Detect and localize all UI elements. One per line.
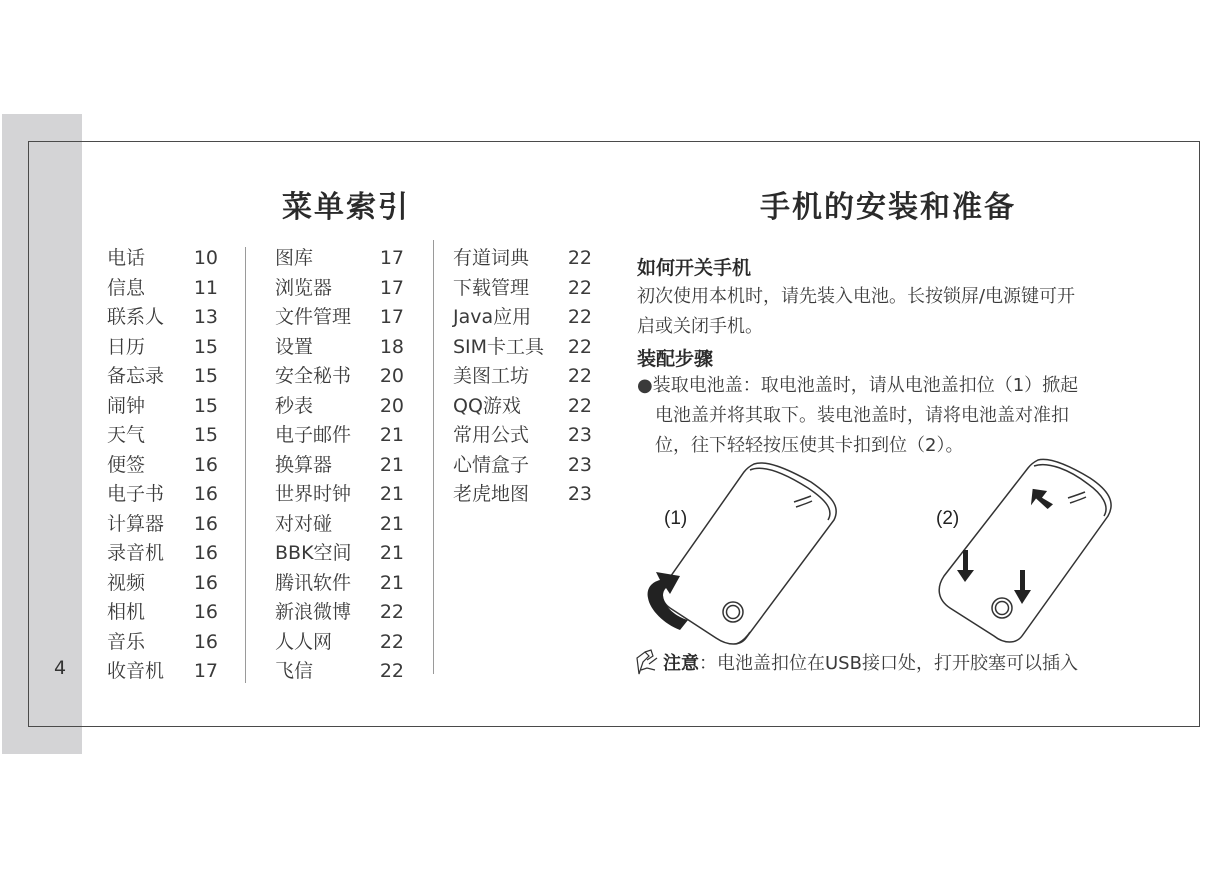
assembly-heading: 装配步骤 [637,348,714,370]
index-entry-name: 文件管理 [275,306,352,328]
power-text-line-2: 启或关闭手机。 [637,316,763,337]
index-entry-page: 22 [379,660,404,682]
index-entry-name: 常用公式 [453,424,530,446]
page-number: 4 [54,657,67,679]
index-entry-name: 计算器 [107,512,165,535]
index-entry-page: 23 [567,453,592,476]
index-entry-page: 16 [193,483,218,505]
index-entry-page: 15 [193,394,218,417]
index-entry-name: 录音机 [107,542,165,564]
index-entry-page: 15 [193,365,218,387]
index-entry-name: 相机 [107,601,146,623]
index-entry-name: 对对碰 [275,512,333,535]
index-entry-page: 16 [193,571,218,594]
index-entry-name: 新浪微博 [275,601,352,623]
index-entry-name: 浏览器 [275,276,333,299]
note-line [635,648,1078,676]
index-entry-name: 视频 [107,571,146,594]
power-heading: 如何开关手机 [637,257,752,279]
index-column-2-names [275,244,352,687]
index-entry-name: 电子书 [107,483,165,505]
index-entry-name: 老虎地图 [453,483,530,505]
column-divider [245,247,246,683]
index-entry-name: 世界时钟 [275,483,352,505]
index-entry-page: 22 [567,365,592,387]
index-entry-page: 23 [567,483,592,505]
power-text-line-1: 初次使用本机时，请先装入电池。长按锁屏/电源键可开 [637,286,1076,307]
index-entry-name: 闹钟 [107,394,146,417]
index-entry-name: 美图工坊 [453,365,530,387]
index-entry-page: 17 [379,247,404,269]
index-entry-name: 有道词典 [453,247,530,269]
index-entry-name: 腾讯软件 [275,571,352,594]
index-entry-page: 22 [379,601,404,623]
index-entry-name: 信息 [107,276,146,299]
figure-1-label: (1) [664,508,688,529]
index-entry-name: 备忘录 [107,365,165,387]
index-entry-name: SIM卡工具 [453,335,545,358]
index-entry-page: 22 [567,276,592,299]
index-entry-page: 21 [379,424,404,446]
index-entry-name: 飞信 [275,660,314,682]
index-column-2-pages [376,244,404,687]
index-entry-page: 21 [379,542,404,564]
setup-title: 手机的安装和准备 [760,190,1016,225]
index-entry-name: 设置 [275,335,314,358]
index-entry-page: 22 [567,306,592,328]
index-entry-page: 18 [379,335,404,358]
bullet-line: 位，往下轻轻按压使其卡扣到位（2）。 [655,435,964,456]
assembly-bullet [637,371,1157,461]
pencil-note-icon [635,648,661,676]
index-entry-page: 17 [379,276,404,299]
index-entry-page: 16 [193,601,218,623]
index-entry-page: 20 [379,394,404,417]
index-column-1-names [107,244,164,687]
index-entry-page: 16 [193,453,218,476]
index-entry-page: 11 [193,276,218,299]
index-column-3-names [453,244,544,510]
index-entry-page: 17 [379,306,404,328]
index-entry-name: 音乐 [107,630,146,653]
index-entry-page: 10 [193,247,218,269]
index-entry-name: 安全秘书 [275,365,352,387]
menu-index-title: 菜单索引 [282,190,410,225]
index-entry-name: 天气 [107,424,146,446]
index-entry-name: 人人网 [275,630,333,653]
index-entry-name: 下载管理 [453,276,530,299]
index-entry-name: 心情盒子 [453,453,530,476]
index-entry-page: 16 [193,630,218,653]
index-entry-name: 联系人 [107,306,165,328]
figure-2-label: (2) [936,508,960,529]
index-entry-page: 22 [379,630,404,653]
bullet-line: ●装取电池盖：取电池盖时，请从电池盖扣位（1）掀起 [637,375,1079,396]
phone-cover-install-illustration [930,458,1120,648]
index-entry-name: 图库 [275,247,314,269]
index-entry-name: 换算器 [275,453,333,476]
index-entry-page: 16 [193,542,218,564]
index-entry-page: 23 [567,424,592,446]
index-column-1-pages [190,244,218,687]
index-entry-page: 20 [379,365,404,387]
index-entry-name: 秒表 [275,394,314,417]
index-entry-page: 22 [567,247,592,269]
index-entry-page: 21 [379,571,404,594]
note-text: ：电池盖扣位在USB接口处，打开胶塞可以插入 [699,653,1078,674]
index-entry-name: QQ游戏 [453,394,521,417]
index-entry-page: 17 [193,660,218,682]
index-entry-name: 收音机 [107,660,165,682]
index-entry-name: BBK空间 [275,542,352,564]
index-entry-name: 电子邮件 [275,424,352,446]
index-entry-name: 便签 [107,453,146,476]
phone-cover-removal-illustration [636,458,846,648]
index-entry-page: 15 [193,335,218,358]
index-entry-name: 电话 [107,247,146,269]
index-entry-page: 22 [567,394,592,417]
index-entry-page: 16 [193,512,218,535]
index-entry-page: 15 [193,424,218,446]
index-entry-page: 13 [193,306,218,328]
index-entry-page: 22 [567,335,592,358]
index-entry-name: 日历 [107,335,146,358]
index-column-3-pages [564,244,592,510]
column-divider [433,240,434,674]
index-entry-name: Java应用 [453,306,532,328]
index-entry-page: 21 [379,512,404,535]
index-entry-page: 21 [379,453,404,476]
bullet-line: 电池盖并将其取下。装电池盖时，请将电池盖对准扣 [655,405,1069,426]
index-entry-page: 21 [379,483,404,505]
note-label: 注意 [663,653,699,674]
